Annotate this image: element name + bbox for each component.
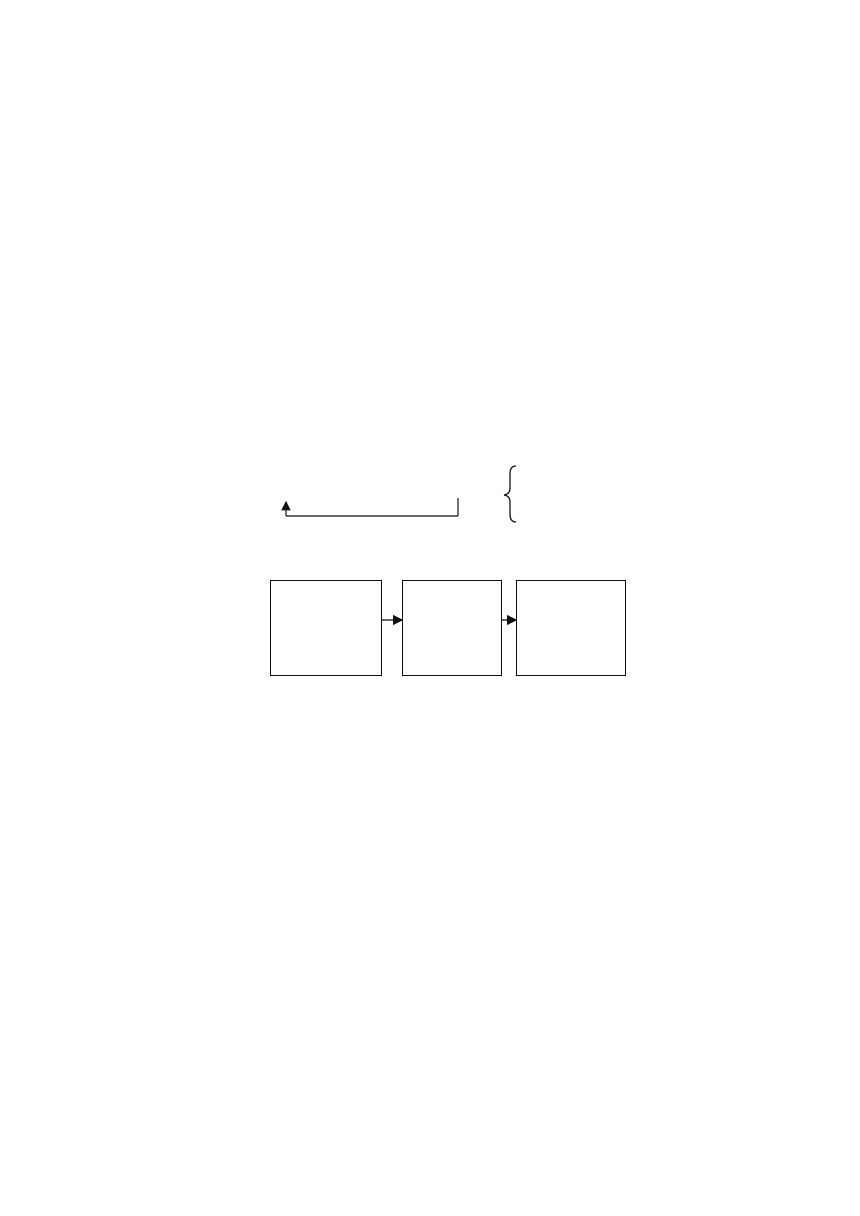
minor-premise-box: [402, 580, 502, 676]
diagram-space: [133, 92, 729, 362]
page-content: [133, 92, 729, 360]
conclusion-box: [516, 580, 626, 676]
major-premise-box: [270, 580, 382, 676]
reasoning-diagram: [246, 454, 666, 694]
